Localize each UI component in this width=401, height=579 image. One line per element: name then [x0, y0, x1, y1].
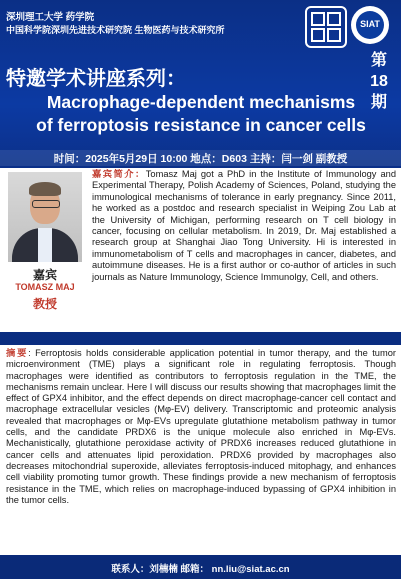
series-title: 特邀学术讲座系列：: [6, 68, 186, 90]
speaker-photo: [8, 172, 82, 262]
speaker-title: 教授: [32, 297, 57, 311]
abstract-section: [0, 345, 401, 555]
bio-label: 嘉宾简介：: [92, 169, 146, 179]
talk-title-line-2: of ferroptosis resistance in cancer cells: [36, 115, 366, 135]
contact-info: 联系人：刘楠楠 邮箱： nn.liu@siat.ac.cn: [111, 564, 290, 575]
speaker-section: [0, 168, 401, 332]
bio-text: Tomasz Maj got a PhD in the Institute of Immunology and Experimental Therapy, Polish Academy of Sciences, Poland, studying the immunological mechanisms of tolerance in early pregnancy. Since 2011, he worked as a postdoc and research specialist in Weiping Zou Lab at the University of Michigan, performing research on T cell biology in cancer, focusing on cellular metabolism. In 2019, Dr. Maj established a research group at Shanghai Jiao Tong University. Hi is interested in immunometabolism of T cells and macrophages in cancer, diabetes, and autoimmune diseases. He is a first author or co-author of articles in such journals as Nature Immunology, Science Immunolgy, Cell, and others.: [92, 169, 396, 282]
issue-suffix: 期: [370, 94, 387, 111]
speaker-name: TOMASZ MAJ: [15, 282, 75, 292]
issue-prefix: 第: [370, 52, 387, 69]
org-line-1: 深圳理工大学 药学院: [6, 12, 95, 23]
event-info: 时间：2025年5月29日 10:00 地点：D603 主持：闫一剑 副教授: [53, 153, 348, 165]
talk-title-line-1: Macrophage-dependent mechanisms: [46, 92, 356, 112]
siat-logo-icon: [351, 6, 389, 44]
siat-logo-text: SIAT: [360, 19, 380, 29]
abstract-label: 摘要: [6, 348, 29, 358]
talk-title: [6, 91, 396, 137]
issue-value: 18: [370, 73, 388, 90]
abstract-text: : Ferroptosis holds considerable application potential in tumor therapy, and the tumor microenvironment (TME) plays a significant role in regulating ferroptosis. Though macrophages were identified as contributors to ferroptosis regulation in the TME, the mechanisms remain unclear. Here I will discuss our results showing that macrophages limit the effect of GPX4 inhibitor, and the effect depends on direct macrophage-cancer cell contact and macrophage extracellular vesicles (Mφ-EV) delivery. Transcriptomic and proteomic analysis revealed that macrophages or Mφ-EVs upregulate glutathione metabolism pathway in tumor cells, and the candidate PRDX6 is the unique molecule also enriched in Mφ-EVs. Mechanistically, glutathione peroxidase activity of PRDX6 increases reduced glutathione in cancer cells and attenuates lipid peroxidation. PRDX6 provided by macrophages also decreases mitochondrial superoxide, alleviates ferroptosis-induced mitophagy, and enhances cell viability promoting tumor growth. These findings provide a new mechanism of ferroptosis resistance in the TME, which relies on macrophage-induced bypassing of GPX4 inhibition in the tumor cells.: [6, 348, 396, 505]
speaker-label: 嘉宾: [32, 268, 57, 282]
abstract: [6, 348, 396, 506]
sutm-logo-icon: [305, 6, 347, 48]
header: [0, 0, 401, 62]
org-line-2: 中国科学院深圳先进技术研究院 生物医药与技术研究所: [6, 25, 225, 35]
speaker-bio: [92, 169, 396, 283]
